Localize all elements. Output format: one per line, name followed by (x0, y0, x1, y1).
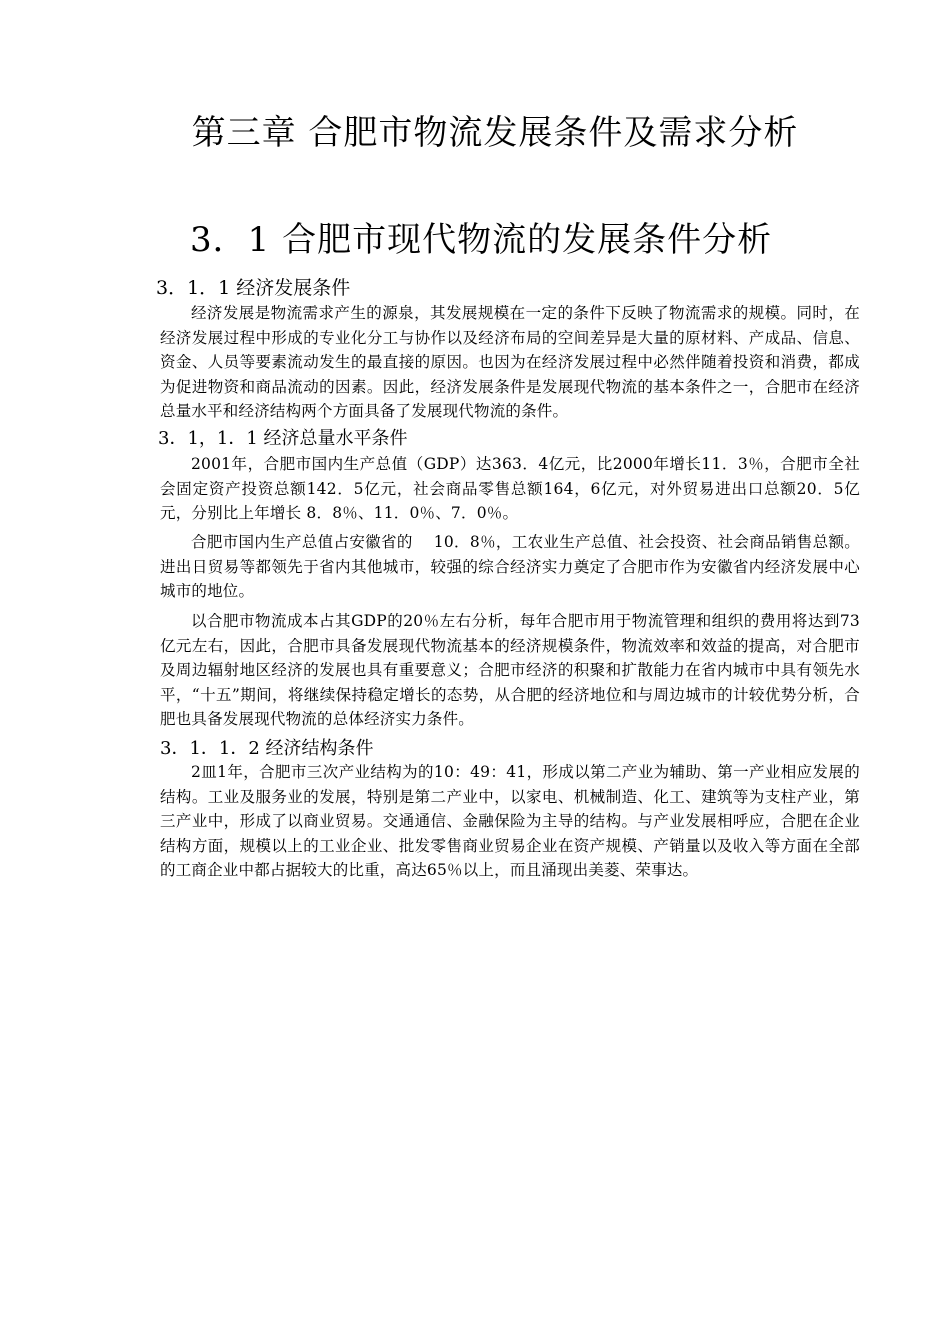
subsection-heading-economic-scale: 3．1，1．1 经济总量水平条件 (158, 428, 408, 449)
subsection-heading-economic-development: 3．1．1 经济发展条件 (156, 277, 351, 299)
paragraph-provincial-share: 合肥市国内生产总值占安徽省的 10．8％，工农业生产总值、社会投资、社会商品销售总额。进出日贸易等都领先于省内其他城市，较强的综合经济实力奠定了合肥市作为安徽省内经济发展中心城市的地位。 (160, 533, 860, 600)
paragraph-gdp-figures: 2001年，合肥市国内生产总值（GDP）达363．4亿元，比2000年增长11．3％，合肥市全社会固定资产投资总额142．5亿元，社会商品零售总额164，6亿元，对外贸易进出口总额20．5亿元，分别比上年增长 8．8％、11．0％、7．0％。 (160, 455, 860, 522)
paragraph-industrial-structure: 2皿1年，合肥市三次产业结构为的10：49：41，形成以第二产业为辅助、第一产业相应发展的结构。工业及服务业的发展，特别是第二产业中，以家电、机械制造、化工、建筑等为支柱产业，第三产业中，形成了以商业贸易。交通通信、金融保险为主导的结构。与产业发展相呼应，合肥在企业结构方面，规模以上的工业企业、批发零售商业贸易企业在资产规模、产销量以及收入等方面在全部的工商企业中都占据较大的比重，高达65％以上，而且涌现出美菱、荣事达。 (160, 763, 860, 879)
paragraph-logistics-cost: 以合肥市物流成本占其GDP的20％左右分析，每年合肥市用于物流管理和组织的费用将达到73亿元左右，因此，合肥市具备发展现代物流基本的经济规模条件，物流效率和效益的提高，对合肥市及周边辐射地区经济的发展也具有重要意义；合肥市经济的积聚和扩散能力在省内城市中具有领先水平，“十五”期间，将继续保持稳定增长的态势，从合肥的经济地位和与周边城市的计较优势分析，合肥也具备发展现代物流的总体经济实力条件。 (160, 612, 860, 728)
section-title: 3．1 合肥市现代物流的发展条件分析 (190, 220, 773, 260)
paragraph-economic-development: 经济发展是物流需求产生的源泉，其发展规模在一定的条件下反映了物流需求的规模。同时，在经济发展过程中形成的专业化分工与协作以及经济布局的空间差异是大量的原材料、产成品、信息、资金、人员等要素流动发生的最直接的原因。也因为在经济发展过程中必然伴随着投资和消费，都成为促进物资和商品流动的因素。因此，经济发展条件是发展现代物流的基本条件之一，合肥市在经济总量水平和经济结构两个方面具备了发展现代物流的条件。 (160, 304, 860, 420)
chapter-title: 第三章 合肥市物流发展条件及需求分析 (191, 113, 799, 153)
subsection-heading-economic-structure: 3．1．1．2 经济结构条件 (160, 738, 374, 759)
